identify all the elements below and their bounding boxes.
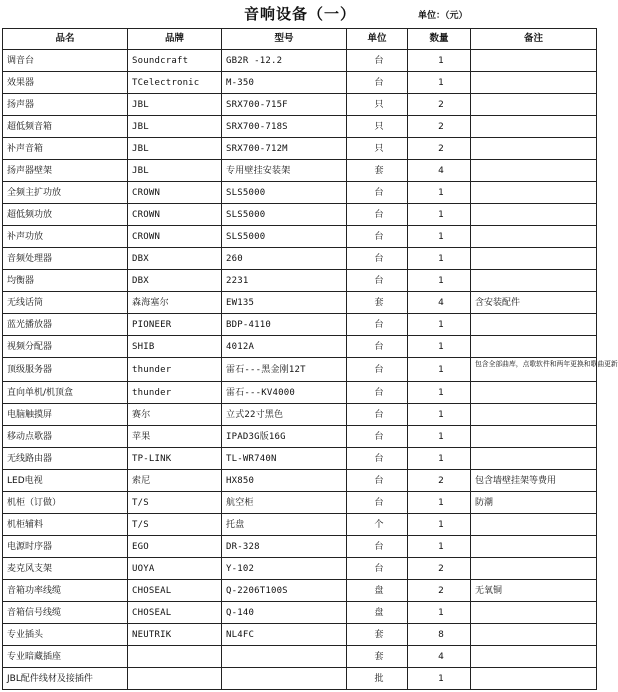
- note-cell: [471, 182, 597, 204]
- item-name-cell: 全频主扩功放: [3, 182, 128, 204]
- column-header-model: 型号: [222, 29, 347, 50]
- item-name-cell: JBL配件线材及接插件: [3, 668, 128, 690]
- quantity-cell: 1: [408, 536, 471, 558]
- unit-cell: 套: [347, 624, 408, 646]
- note-cell: [471, 668, 597, 690]
- model-cell: 4012A: [222, 336, 347, 358]
- item-name-cell: 机柜（订做）: [3, 492, 128, 514]
- column-header-quantity: 数量: [408, 29, 471, 50]
- brand-cell: JBL: [128, 116, 222, 138]
- brand-cell: NEUTRIK: [128, 624, 222, 646]
- note-cell: [471, 226, 597, 248]
- item-name-cell: 补声功放: [3, 226, 128, 248]
- model-cell: HX850: [222, 470, 347, 492]
- model-cell: M-350: [222, 72, 347, 94]
- model-cell: SRX700-715F: [222, 94, 347, 116]
- table-row: [3, 668, 597, 690]
- unit-cell: 台: [347, 314, 408, 336]
- item-name-cell: 音箱功率线缆: [3, 580, 128, 602]
- note-cell: [471, 138, 597, 160]
- model-cell: IPAD3G版16G: [222, 426, 347, 448]
- brand-cell: [128, 646, 222, 668]
- brand-cell: CROWN: [128, 182, 222, 204]
- brand-cell: T/S: [128, 514, 222, 536]
- brand-cell: 森海塞尔: [128, 292, 222, 314]
- item-name-cell: 超低频音箱: [3, 116, 128, 138]
- quantity-cell: 4: [408, 160, 471, 182]
- quantity-cell: 1: [408, 50, 471, 72]
- table-row: [3, 382, 597, 404]
- item-name-cell: 专业暗藏插座: [3, 646, 128, 668]
- quantity-cell: 1: [408, 404, 471, 426]
- quantity-cell: 1: [408, 514, 471, 536]
- unit-cell: 台: [347, 382, 408, 404]
- quantity-cell: 1: [408, 314, 471, 336]
- model-cell: 专用壁挂安装架: [222, 160, 347, 182]
- note-cell: [471, 270, 597, 292]
- quantity-cell: 1: [408, 668, 471, 690]
- item-name-cell: 专业插头: [3, 624, 128, 646]
- title-bar: [0, 0, 600, 28]
- model-cell: 托盘: [222, 514, 347, 536]
- table-row: [3, 404, 597, 426]
- note-cell: 防潮: [471, 492, 597, 514]
- item-name-cell: 电脑触摸屏: [3, 404, 128, 426]
- table-row: [3, 336, 597, 358]
- item-name-cell: 移动点歌器: [3, 426, 128, 448]
- brand-cell: 索尼: [128, 470, 222, 492]
- note-cell: [471, 536, 597, 558]
- item-name-cell: 无线话筒: [3, 292, 128, 314]
- note-cell: 含安装配件: [471, 292, 597, 314]
- quantity-cell: 1: [408, 204, 471, 226]
- model-cell: SLS5000: [222, 204, 347, 226]
- unit-cell: 批: [347, 668, 408, 690]
- table-row: [3, 536, 597, 558]
- item-name-cell: 麦克风支架: [3, 558, 128, 580]
- table-row: [3, 646, 597, 668]
- table-row: [3, 138, 597, 160]
- unit-cell: 台: [347, 270, 408, 292]
- note-cell: [471, 514, 597, 536]
- brand-cell: JBL: [128, 94, 222, 116]
- table-row: [3, 580, 597, 602]
- unit-note: 单位：（元）: [418, 11, 468, 21]
- unit-cell: 台: [347, 72, 408, 94]
- quantity-cell: 1: [408, 492, 471, 514]
- unit-cell: 只: [347, 138, 408, 160]
- model-cell: 260: [222, 248, 347, 270]
- model-cell: TL-WR740N: [222, 448, 347, 470]
- model-cell: 航空柜: [222, 492, 347, 514]
- table-row: [3, 470, 597, 492]
- table-row: [3, 50, 597, 72]
- table-row: [3, 624, 597, 646]
- equipment-table: [2, 28, 618, 690]
- unit-cell: 只: [347, 116, 408, 138]
- quantity-cell: 2: [408, 558, 471, 580]
- note-cell: [471, 314, 597, 336]
- model-cell: DR-328: [222, 536, 347, 558]
- model-cell: Q-140: [222, 602, 347, 624]
- brand-cell: CHOSEAL: [128, 602, 222, 624]
- note-cell: [471, 94, 597, 116]
- table-row: [3, 292, 597, 314]
- brand-cell: JBL: [128, 160, 222, 182]
- item-name-cell: 直向单机/机顶盒: [3, 382, 128, 404]
- brand-cell: Soundcraft: [128, 50, 222, 72]
- unit-cell: 套: [347, 646, 408, 668]
- quantity-cell: 1: [408, 270, 471, 292]
- column-header-note: 备注: [471, 29, 597, 50]
- brand-cell: EGO: [128, 536, 222, 558]
- document-title: 音响设备（一）: [243, 5, 356, 23]
- table-row: [3, 226, 597, 248]
- brand-cell: 苹果: [128, 426, 222, 448]
- model-cell: GB2R -12.2: [222, 50, 347, 72]
- note-cell: [471, 624, 597, 646]
- quantity-cell: 4: [408, 292, 471, 314]
- brand-cell: SHIB: [128, 336, 222, 358]
- table-row: [3, 558, 597, 580]
- unit-cell: 盘: [347, 602, 408, 624]
- quantity-cell: 8: [408, 624, 471, 646]
- quantity-cell: 2: [408, 138, 471, 160]
- brand-cell: CROWN: [128, 204, 222, 226]
- brand-cell: TP-LINK: [128, 448, 222, 470]
- table-row: [3, 270, 597, 292]
- item-name-cell: 机柜辅料: [3, 514, 128, 536]
- note-cell: [471, 448, 597, 470]
- note-cell: [471, 160, 597, 182]
- model-cell: SRX700-718S: [222, 116, 347, 138]
- table-row: [3, 602, 597, 624]
- model-cell: SRX700-712M: [222, 138, 347, 160]
- unit-cell: 只: [347, 94, 408, 116]
- table-row: [3, 358, 597, 382]
- unit-cell: 台: [347, 336, 408, 358]
- note-cell: 包含墙壁挂架等费用: [471, 470, 597, 492]
- unit-cell: 台: [347, 182, 408, 204]
- brand-cell: [128, 668, 222, 690]
- table-row: [3, 116, 597, 138]
- quantity-cell: 1: [408, 602, 471, 624]
- unit-cell: 台: [347, 248, 408, 270]
- item-name-cell: 顶级服务器: [3, 358, 128, 382]
- unit-cell: 台: [347, 50, 408, 72]
- model-cell: 立式22寸黑色: [222, 404, 347, 426]
- note-cell: [471, 336, 597, 358]
- table-row: [3, 204, 597, 226]
- note-cell: [471, 602, 597, 624]
- table-row: [3, 514, 597, 536]
- model-cell: Q-2206T100S: [222, 580, 347, 602]
- note-cell: [471, 72, 597, 94]
- brand-cell: PIONEER: [128, 314, 222, 336]
- table-row: [3, 426, 597, 448]
- brand-cell: T/S: [128, 492, 222, 514]
- quantity-cell: 2: [408, 580, 471, 602]
- quantity-cell: 2: [408, 94, 471, 116]
- unit-cell: 台: [347, 404, 408, 426]
- unit-cell: 台: [347, 426, 408, 448]
- note-cell: 包含全部曲库，点歌软件和两年更换和歌曲更新: [471, 358, 597, 382]
- note-cell: [471, 50, 597, 72]
- brand-cell: DBX: [128, 248, 222, 270]
- quantity-cell: 1: [408, 248, 471, 270]
- item-name-cell: 视频分配器: [3, 336, 128, 358]
- item-name-cell: 电源时序器: [3, 536, 128, 558]
- item-name-cell: 均衡器: [3, 270, 128, 292]
- unit-cell: 台: [347, 558, 408, 580]
- unit-cell: 套: [347, 160, 408, 182]
- item-name-cell: 效果器: [3, 72, 128, 94]
- quantity-cell: 1: [408, 448, 471, 470]
- note-cell: [471, 248, 597, 270]
- quantity-cell: 1: [408, 182, 471, 204]
- unit-cell: 台: [347, 470, 408, 492]
- unit-cell: 台: [347, 358, 408, 382]
- quantity-cell: 1: [408, 358, 471, 382]
- brand-cell: CROWN: [128, 226, 222, 248]
- model-cell: 雷石---KV4000: [222, 382, 347, 404]
- quantity-cell: 1: [408, 426, 471, 448]
- quantity-cell: 1: [408, 72, 471, 94]
- unit-cell: 个: [347, 514, 408, 536]
- brand-cell: 赛尔: [128, 404, 222, 426]
- table-row: [3, 160, 597, 182]
- quantity-cell: 2: [408, 116, 471, 138]
- item-name-cell: 超低频功放: [3, 204, 128, 226]
- quantity-cell: 1: [408, 336, 471, 358]
- item-name-cell: 补声音箱: [3, 138, 128, 160]
- unit-cell: 台: [347, 536, 408, 558]
- model-cell: [222, 668, 347, 690]
- unit-cell: 台: [347, 492, 408, 514]
- table-header-row: [3, 29, 597, 50]
- brand-cell: TCelectronic: [128, 72, 222, 94]
- brand-cell: UOYA: [128, 558, 222, 580]
- unit-cell: 台: [347, 204, 408, 226]
- quantity-cell: 1: [408, 226, 471, 248]
- quantity-cell: 1: [408, 382, 471, 404]
- table-row: [3, 492, 597, 514]
- quantity-cell: 2: [408, 470, 471, 492]
- model-cell: BDP-4110: [222, 314, 347, 336]
- note-cell: [471, 426, 597, 448]
- item-name-cell: 无线路由器: [3, 448, 128, 470]
- brand-cell: CHOSEAL: [128, 580, 222, 602]
- model-cell: NL4FC: [222, 624, 347, 646]
- note-cell: [471, 204, 597, 226]
- note-cell: [471, 404, 597, 426]
- brand-cell: DBX: [128, 270, 222, 292]
- note-cell: [471, 382, 597, 404]
- item-name-cell: 音频处理器: [3, 248, 128, 270]
- note-cell: [471, 558, 597, 580]
- model-cell: Y-102: [222, 558, 347, 580]
- model-cell: 2231: [222, 270, 347, 292]
- model-cell: [222, 646, 347, 668]
- table-row: [3, 314, 597, 336]
- item-name-cell: 扬声器壁架: [3, 160, 128, 182]
- item-name-cell: 蓝光播放器: [3, 314, 128, 336]
- table-row: [3, 72, 597, 94]
- table-row: [3, 182, 597, 204]
- table-row: [3, 448, 597, 470]
- note-cell: [471, 116, 597, 138]
- column-header-name: 品名: [3, 29, 128, 50]
- note-cell: 无氧铜: [471, 580, 597, 602]
- quantity-cell: 4: [408, 646, 471, 668]
- unit-cell: 台: [347, 448, 408, 470]
- unit-cell: 台: [347, 226, 408, 248]
- model-cell: EW135: [222, 292, 347, 314]
- note-cell: [471, 646, 597, 668]
- brand-cell: JBL: [128, 138, 222, 160]
- brand-cell: thunder: [128, 358, 222, 382]
- item-name-cell: 调音台: [3, 50, 128, 72]
- unit-cell: 套: [347, 292, 408, 314]
- item-name-cell: LED电视: [3, 470, 128, 492]
- unit-cell: 盘: [347, 580, 408, 602]
- table-row: [3, 94, 597, 116]
- model-cell: SLS5000: [222, 226, 347, 248]
- model-cell: 雷石---黑金刚12T: [222, 358, 347, 382]
- item-name-cell: 扬声器: [3, 94, 128, 116]
- table-row: [3, 248, 597, 270]
- brand-cell: thunder: [128, 382, 222, 404]
- model-cell: SLS5000: [222, 182, 347, 204]
- column-header-unit: 单位: [347, 29, 408, 50]
- column-header-brand: 品牌: [128, 29, 222, 50]
- item-name-cell: 音箱信号线缆: [3, 602, 128, 624]
